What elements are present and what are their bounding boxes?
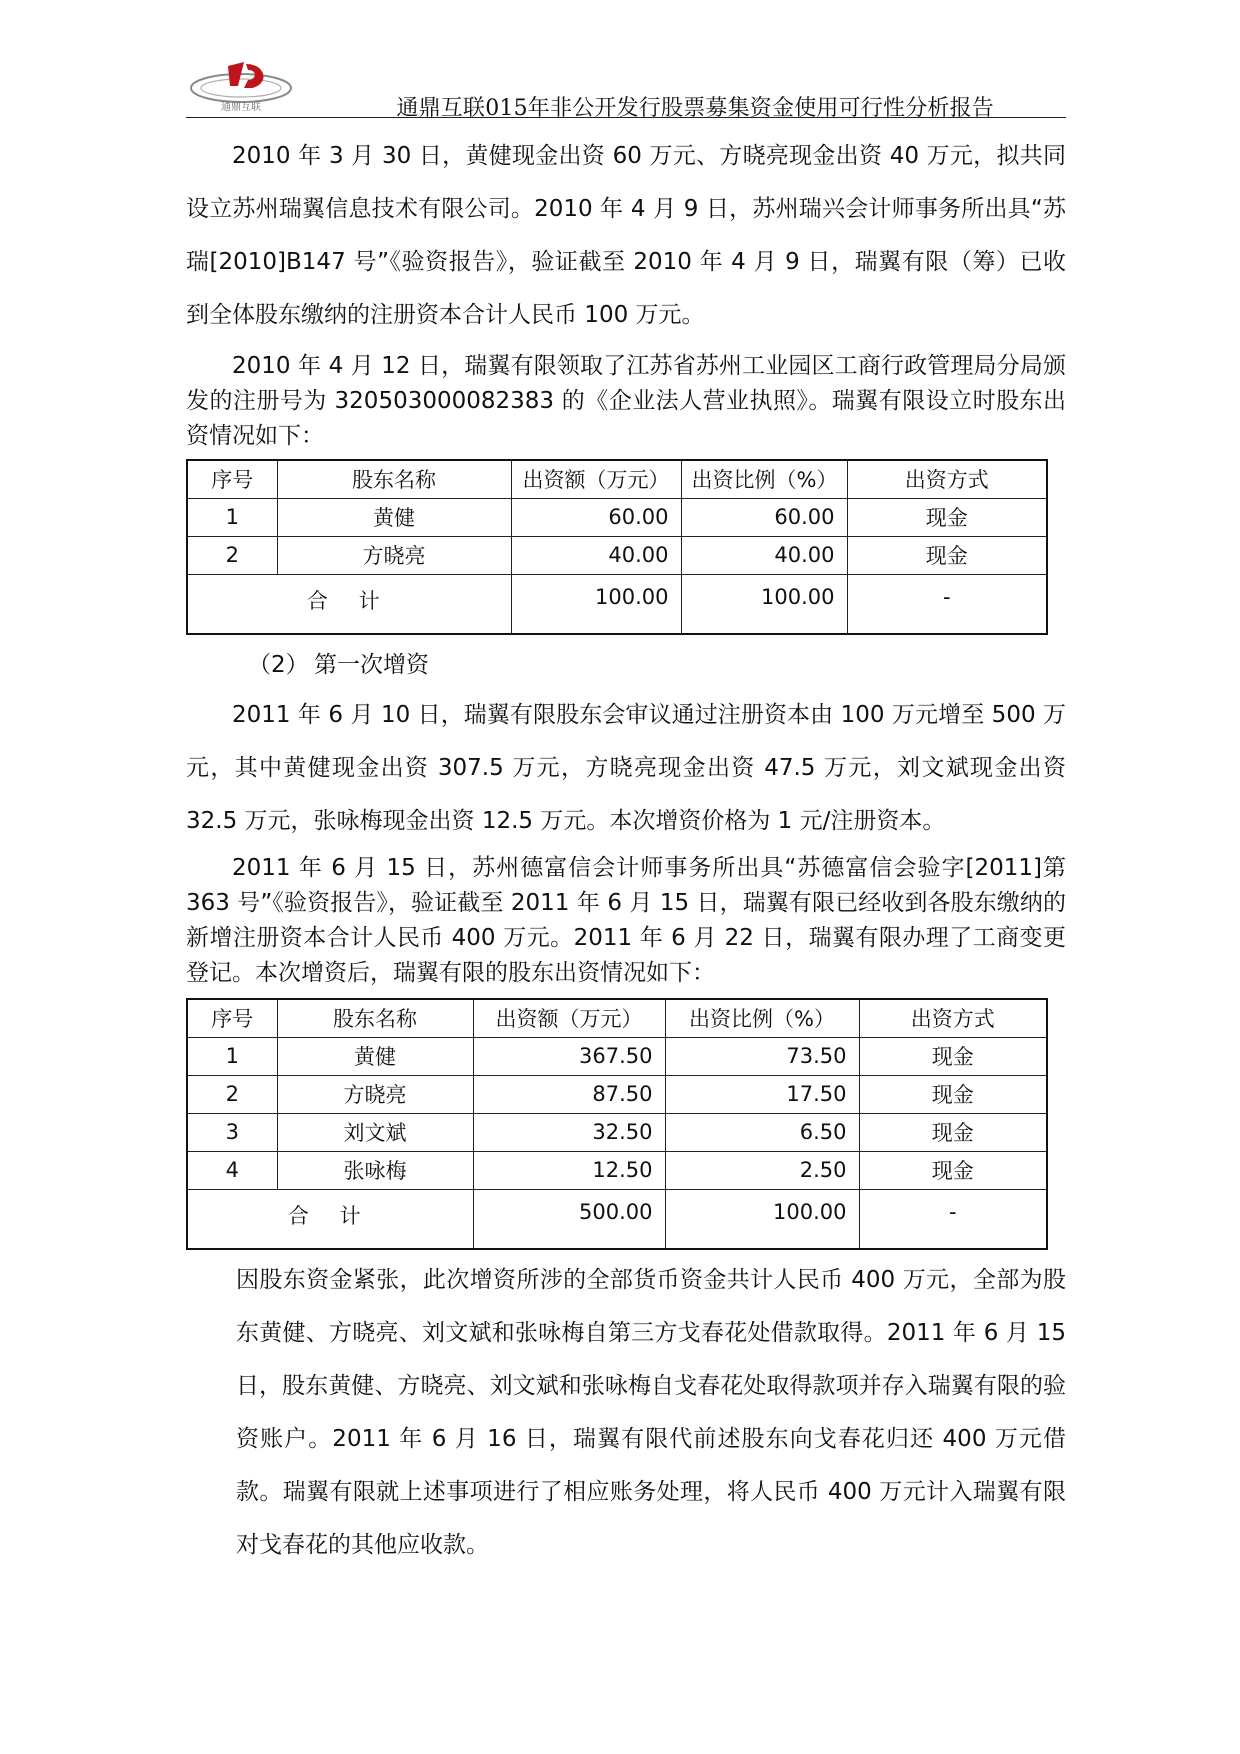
table-after-increase (186, 998, 1048, 1250)
header-index: 序号 (187, 460, 277, 498)
table-total-row (187, 1189, 1047, 1249)
header-shareholder: 股东名称 (277, 999, 473, 1037)
page-header (186, 58, 1066, 121)
table-row (187, 1113, 1047, 1151)
paragraph-borrowing-note: 因股东资金紧张，此次增资所涉的全部货币资金共计人民币 400 万元，全部为股东黄健、方晓亮、刘文斌和张咏梅自第三方戈春花处借款取得。2011 年 6 月 15 日，股东黄健、方晓亮、刘文斌和张咏梅自戈春花处取得款项并存入瑞翼有限的验资账户。2011 年 6 月 16 日，瑞翼有限代前述股东向戈春花归还 400 万元借款。瑞翼有限就上述事项进行了相应账务处理，将人民币 400 万元计入瑞翼有限对戈春花的其他应收款。 (236, 1267, 1066, 1558)
section-number: （2） (248, 652, 309, 678)
header-method: 出资方式 (847, 460, 1047, 498)
table-header-row (187, 460, 1047, 498)
cell-total-label: 合 计 (187, 1189, 473, 1249)
cell-total-amount: 500.00 (473, 1189, 665, 1249)
cell-shareholder: 黄健 (277, 1037, 473, 1075)
paragraph-capital-increase: 2011 年 6 月 10 日，瑞翼有限股东会审议通过注册资本由 100 万元增至 500 万元，其中黄健现金出资 307.5 万元，方晓亮现金出资 47.5 万元，刘文斌现金出资 32.5 万元，张咏梅现金出资 12.5 万元。本次增资价格为 1 元/注册资本。 (186, 702, 1066, 834)
paragraph-establishment: 2010 年 3 月 30 日，黄健现金出资 60 万元、方晓亮现金出资 40 万元，拟共同设立苏州瑞翼信息技术有限公司。2010 年 4 月 9 日，苏州瑞兴会计师事务所出具“苏瑞[2010]B147 号”《验资报告》，验证截至 2010 年 4 月 9 日，瑞翼有限（筹）已收到全体股东缴纳的注册资本合计人民币 100 万元。 (186, 143, 1066, 328)
cell-amount: 87.50 (473, 1075, 665, 1113)
cell-method: 现金 (859, 1075, 1047, 1113)
paragraph-verification: 2011 年 6 月 15 日，苏州德富信会计师事务所出具“苏德富信会验字[2011]第 363 号”《验资报告》，验证截至 2011 年 6 月 15 日，瑞翼有限已经收到各股东缴纳的新增注册资本合计人民币 400 万元。2011 年 6 月 22 日，瑞翼有限办理了工商变更登记。本次增资后，瑞翼有限的股东出资情况如下： (186, 855, 1066, 986)
header-amount: 出资额（万元） (473, 999, 665, 1037)
cell-shareholder: 刘文斌 (277, 1113, 473, 1151)
cell-ratio: 73.50 (665, 1037, 859, 1075)
cell-shareholder: 黄健 (277, 498, 511, 536)
table-total-row (187, 574, 1047, 634)
section-title: 第一次增资 (314, 652, 429, 678)
cell-amount: 12.50 (473, 1151, 665, 1189)
cell-amount: 32.50 (473, 1113, 665, 1151)
header-ratio: 出资比例（%） (665, 999, 859, 1037)
cell-amount: 367.50 (473, 1037, 665, 1075)
section-heading (248, 646, 429, 679)
cell-index: 4 (187, 1151, 277, 1189)
cell-method: 现金 (859, 1037, 1047, 1075)
table-header-row (187, 999, 1047, 1037)
cell-method: 现金 (847, 536, 1047, 574)
cell-ratio: 60.00 (681, 498, 847, 536)
cell-total-ratio: 100.00 (665, 1189, 859, 1249)
cell-method: 现金 (859, 1113, 1047, 1151)
svg-text:通鼎互联: 通鼎互联 (221, 102, 261, 113)
header-amount: 出资额（万元） (511, 460, 681, 498)
table-row (187, 1151, 1047, 1189)
table-row (187, 1075, 1047, 1113)
table-row (187, 498, 1047, 536)
paragraph-license: 2010 年 4 月 12 日，瑞翼有限领取了江苏省苏州工业园区工商行政管理局分局颁发的注册号为 320503000082383 的《企业法人营业执照》。瑞翼有限设立时股东出资情况如下： (186, 353, 1066, 449)
cell-index: 1 (187, 498, 277, 536)
cell-ratio: 6.50 (665, 1113, 859, 1151)
cell-total-ratio: 100.00 (681, 574, 847, 634)
header-shareholder: 股东名称 (277, 460, 511, 498)
header-title: 通鼎互联015年非公开发行股票募集资金使用可行性分析报告 (396, 96, 994, 121)
cell-shareholder: 张咏梅 (277, 1151, 473, 1189)
cell-shareholder: 方晓亮 (277, 536, 511, 574)
table-initial-capital (186, 459, 1048, 635)
tongding-logo-icon (186, 58, 296, 114)
cell-amount: 60.00 (511, 498, 681, 536)
cell-ratio: 40.00 (681, 536, 847, 574)
cell-amount: 40.00 (511, 536, 681, 574)
cell-total-label: 合 计 (187, 574, 511, 634)
cell-ratio: 17.50 (665, 1075, 859, 1113)
header-rule (186, 117, 1066, 118)
cell-ratio: 2.50 (665, 1151, 859, 1189)
cell-index: 1 (187, 1037, 277, 1075)
cell-total-amount: 100.00 (511, 574, 681, 634)
cell-index: 2 (187, 536, 277, 574)
header-ratio: 出资比例（%） (681, 460, 847, 498)
cell-method: 现金 (847, 498, 1047, 536)
cell-index: 2 (187, 1075, 277, 1113)
table-row (187, 536, 1047, 574)
header-method: 出资方式 (859, 999, 1047, 1037)
header-index: 序号 (187, 999, 277, 1037)
cell-shareholder: 方晓亮 (277, 1075, 473, 1113)
cell-index: 3 (187, 1113, 277, 1151)
cell-total-method: - (859, 1189, 1047, 1249)
cell-method: 现金 (859, 1151, 1047, 1189)
cell-total-method: - (847, 574, 1047, 634)
table-row (187, 1037, 1047, 1075)
